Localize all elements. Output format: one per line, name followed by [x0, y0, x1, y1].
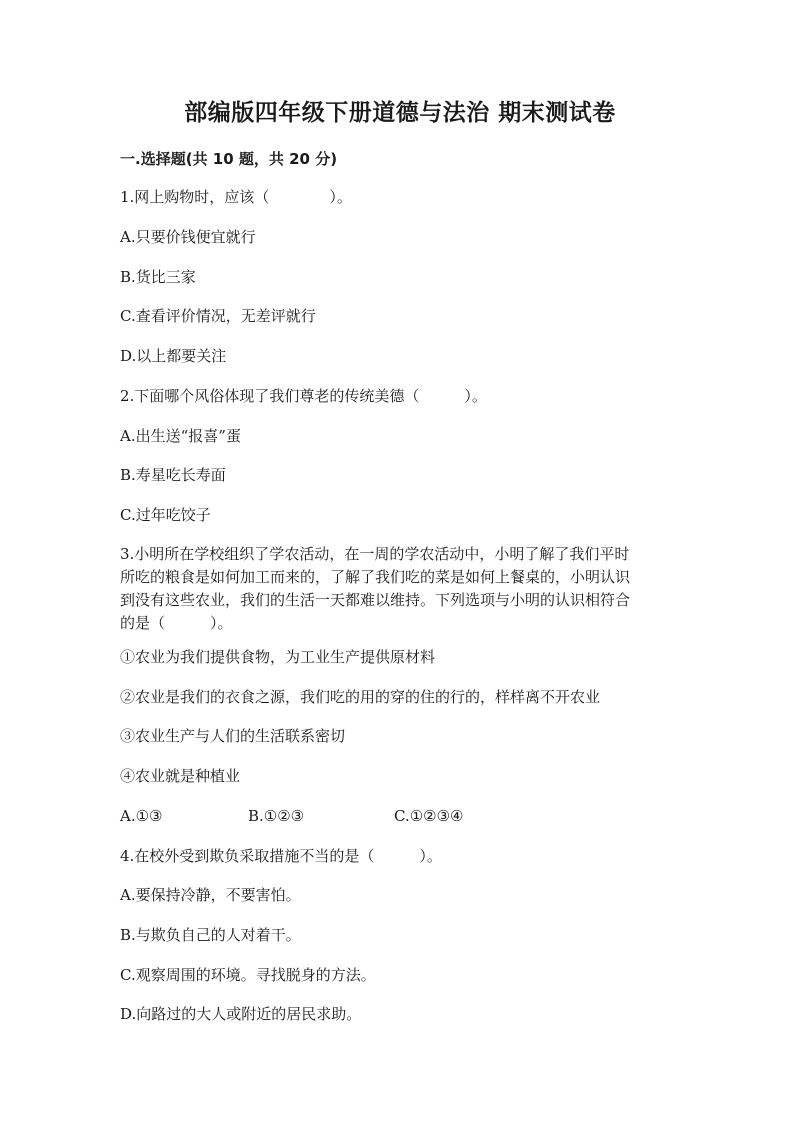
- question-3-statement-4: ④农业就是种植业: [120, 767, 241, 785]
- question-3-option-a: A.①③: [120, 807, 163, 825]
- question-3-stem: 3.小明所在学校组织了学农活动，在一周的学农活动中，小明了解了我们平时 所吃的粮食是如何加工而来的，了解了我们吃的菜是如何上餐桌的，小明认识 到没有这些农业，我们的生活一天都难以维持。下列选项与小明的认识相符合 的是（ ）。: [120, 545, 631, 632]
- question-1-option-b: B.货比三家: [120, 268, 196, 286]
- question-4-option-c: C.观察周围的环境。寻找脱身的方法。: [120, 966, 376, 984]
- question-2-option-b: B.寿星吃长寿面: [120, 466, 226, 484]
- question-3-statement-2: ②农业是我们的衣食之源，我们吃的用的穿的住的行的，样样离不开农业: [120, 688, 601, 706]
- question-4-stem: 4.在校外受到欺负采取措施不当的是（ ）。: [120, 847, 442, 865]
- question-4-option-a: A.要保持冷静，不要害怕。: [120, 886, 301, 904]
- question-4-option-d: D.向路过的大人或附近的居民求助。: [120, 1005, 362, 1023]
- question-1-option-d: D.以上都要关注: [120, 347, 227, 365]
- question-3-option-c: C.①②③④: [394, 807, 464, 825]
- page-title: 部编版四年级下册道德与法治 期末测试卷: [184, 100, 616, 126]
- question-2-option-a: A.出生送“报喜”蛋: [120, 427, 241, 445]
- question-3-statement-3: ③农业生产与人们的生活联系密切: [120, 727, 346, 745]
- question-3-statement-1: ①农业为我们提供食物，为工业生产提供原材料: [120, 648, 436, 666]
- question-1-option-a: A.只要价钱便宜就行: [120, 228, 256, 246]
- section-heading: 一.选择题(共 10 题，共 20 分): [120, 150, 338, 168]
- question-4-option-b: B.与欺负自己的人对着干。: [120, 926, 301, 944]
- question-2-option-c: C.过年吃饺子: [120, 506, 211, 524]
- question-1-stem: 1.网上购物时，应该（ ）。: [120, 188, 352, 206]
- question-2-stem: 2.下面哪个风俗体现了我们尊老的传统美德（ ）。: [120, 387, 487, 405]
- question-1-option-c: C.查看评价情况，无差评就行: [120, 307, 316, 325]
- question-3-option-b: B.①②③: [248, 807, 305, 825]
